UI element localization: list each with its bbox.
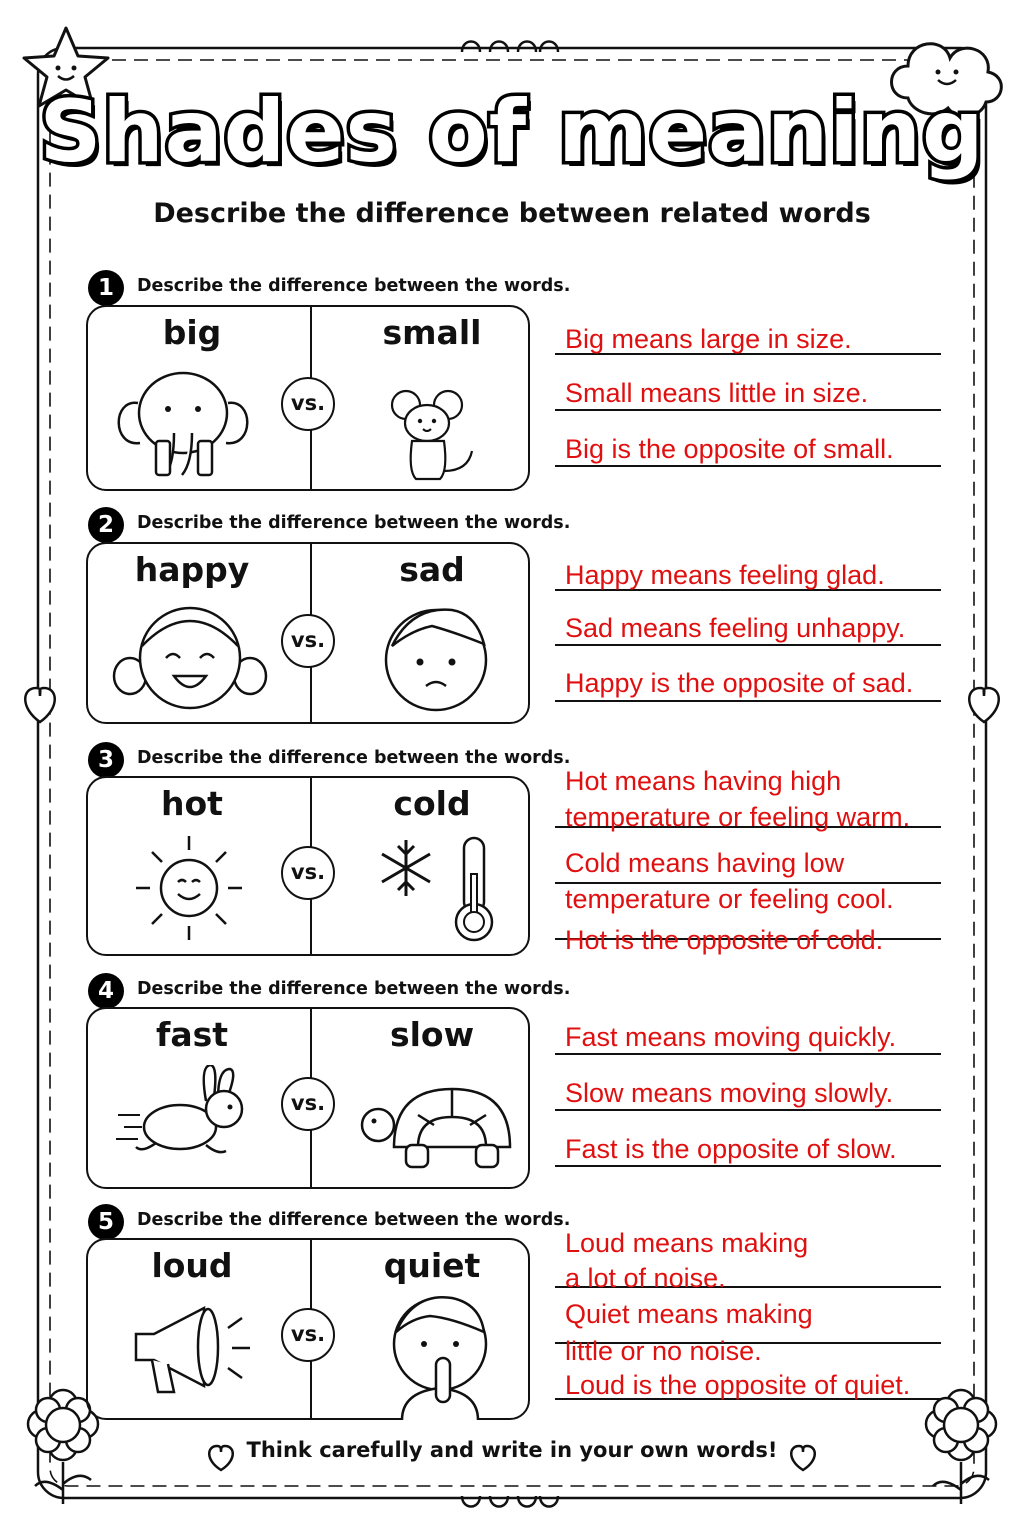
- turtle-icon: [358, 1085, 518, 1175]
- word-left: loud: [151, 1246, 233, 1285]
- word-right: small: [382, 313, 482, 352]
- rabbit-icon: [116, 1065, 256, 1165]
- happy-girl-icon: [110, 596, 270, 716]
- mouse-icon: [378, 387, 478, 483]
- answer-text: Hot means having high: [565, 766, 842, 796]
- vs-badge: vs.: [281, 1077, 335, 1131]
- answer-text: Big is the opposite of small.: [565, 434, 894, 464]
- question-instruction: Describe the difference between the words.: [137, 979, 571, 999]
- answer-text: Fast means moving quickly.: [565, 1022, 897, 1052]
- heart-icon: [25, 688, 55, 722]
- word-left: big: [162, 313, 222, 352]
- word-comparison-box: [86, 542, 530, 724]
- answer-text: Cold means having low: [565, 848, 845, 878]
- word-right: sad: [399, 550, 465, 589]
- answer-text: Hot is the opposite of cold.: [565, 925, 884, 955]
- answer-line: [555, 700, 941, 702]
- question-number: 3: [88, 742, 124, 778]
- answer-text: Happy means feeling glad.: [565, 560, 885, 590]
- answer-text: a lot of noise.: [565, 1263, 726, 1293]
- answer-text: temperature or feeling cool.: [565, 884, 894, 914]
- thermometer-icon: [450, 834, 498, 944]
- answer-text: temperature or feeling warm.: [565, 802, 911, 832]
- vs-badge: vs.: [281, 377, 335, 431]
- answer-text: Happy is the opposite of sad.: [565, 668, 914, 698]
- answer-text: Loud means making: [565, 1228, 809, 1258]
- shushing-boy-icon: [382, 1292, 502, 1420]
- vs-badge: vs.: [281, 846, 335, 900]
- word-comparison-box: [86, 1238, 530, 1420]
- word-comparison-box: [86, 305, 530, 491]
- snowflake-icon: [376, 838, 436, 898]
- question-instruction: Describe the difference between the words.: [137, 513, 571, 533]
- word-left: happy: [134, 550, 250, 589]
- word-left: fast: [155, 1015, 229, 1054]
- footer-message: Think carefully and write in your own words!: [246, 1438, 778, 1462]
- page-subtitle: Describe the difference between related words: [153, 198, 871, 229]
- heart-icon: [969, 688, 999, 722]
- answer-text: little or no noise.: [565, 1336, 762, 1366]
- question-number: 2: [88, 507, 124, 543]
- heart-icon: [788, 1444, 818, 1472]
- word-right: cold: [393, 784, 471, 823]
- answer-text: Big means large in size.: [565, 324, 852, 354]
- answer-text: Sad means feeling unhappy.: [565, 613, 906, 643]
- answer-text: Loud is the opposite of quiet.: [565, 1370, 911, 1400]
- question-number: 4: [88, 973, 124, 1009]
- question-number: 5: [88, 1204, 124, 1240]
- answer-text: Fast is the opposite of slow.: [565, 1134, 897, 1164]
- question-number: 1: [88, 270, 124, 306]
- vs-badge: vs.: [281, 1308, 335, 1362]
- word-right: quiet: [383, 1246, 481, 1285]
- elephant-icon: [108, 363, 258, 483]
- vs-badge: vs.: [281, 614, 335, 668]
- question-instruction: Describe the difference between the words.: [137, 748, 571, 768]
- answer-text: Small means little in size.: [565, 378, 869, 408]
- sad-boy-icon: [380, 600, 492, 714]
- word-left: hot: [161, 784, 223, 823]
- word-comparison-box: [86, 776, 530, 956]
- question-instruction: Describe the difference between the words.: [137, 276, 571, 296]
- sun-icon: [128, 830, 250, 948]
- page-title: Shades of meaning: [39, 82, 985, 182]
- answer-text: Slow means moving slowly.: [565, 1078, 894, 1108]
- question-instruction: Describe the difference between the words.: [137, 1210, 571, 1230]
- megaphone-icon: [128, 1304, 258, 1400]
- answer-text: Quiet means making: [565, 1299, 813, 1329]
- word-right: slow: [389, 1015, 475, 1054]
- word-comparison-box: [86, 1007, 530, 1189]
